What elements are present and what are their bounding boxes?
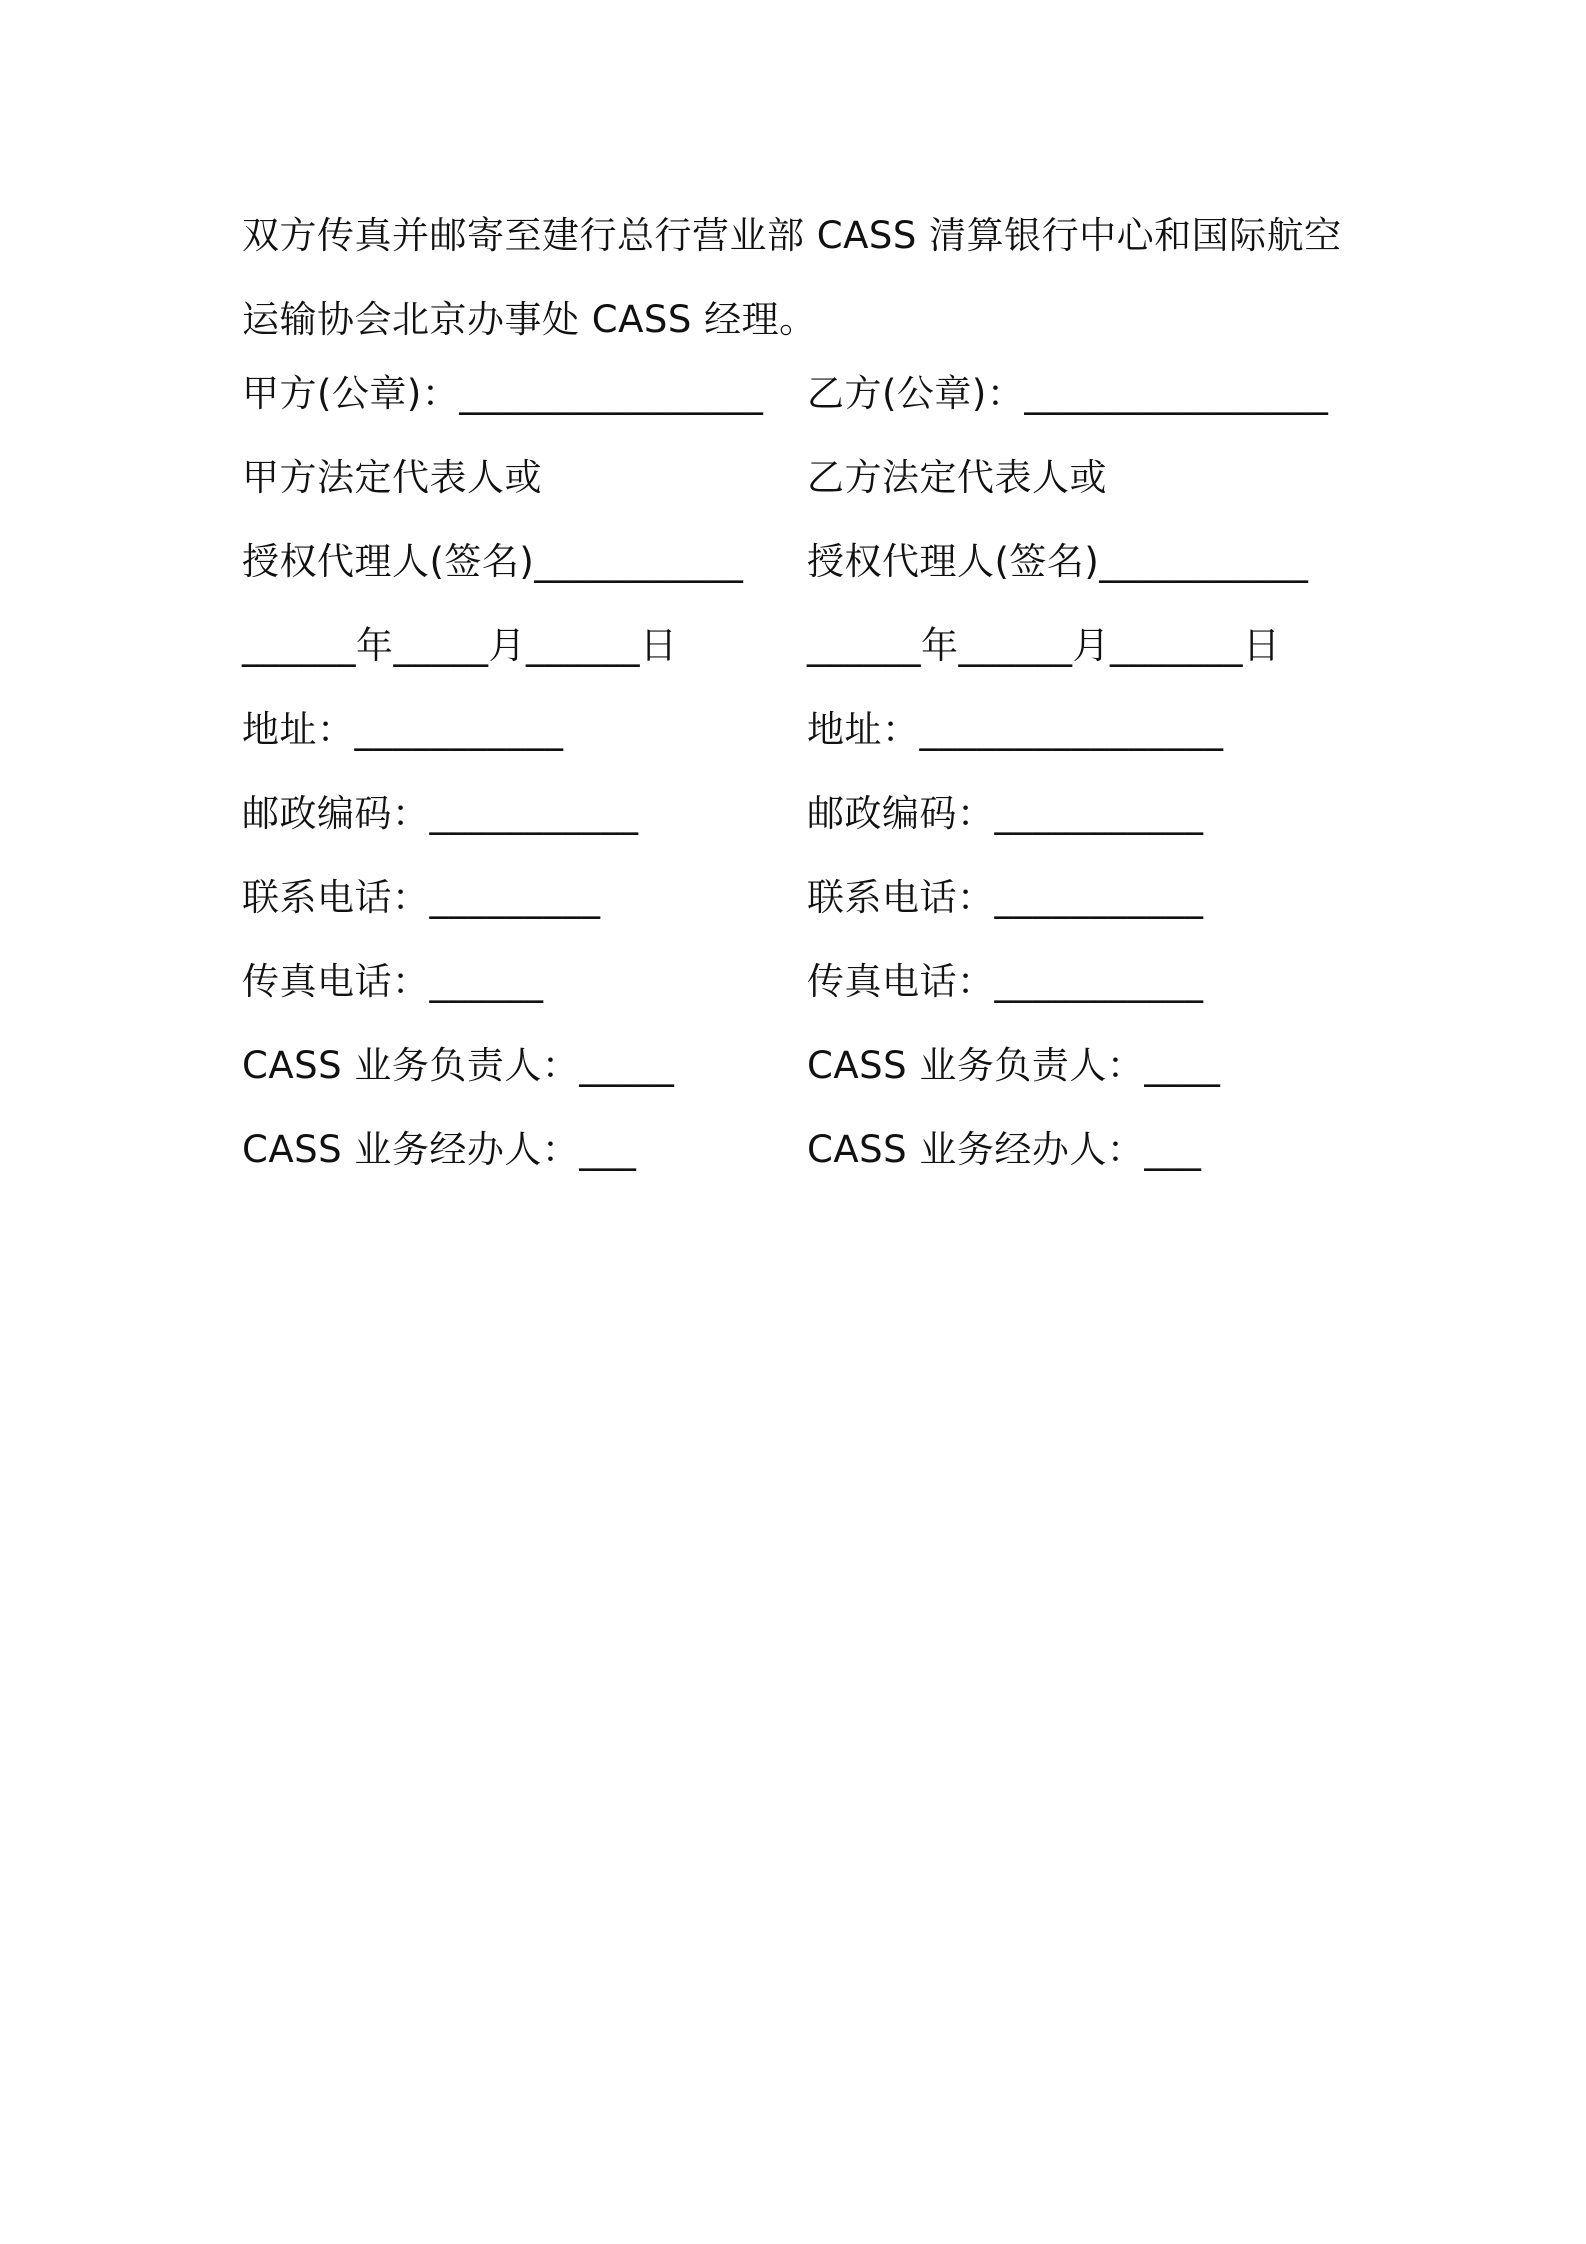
party-a-representative-label: 甲方法定代表人或 <box>242 456 542 499</box>
party-a-seal-field[interactable]: 甲方(公章)：________________ <box>242 372 764 415</box>
form-row-signature <box>242 520 1362 604</box>
party-b-date-field[interactable]: ______年______月_______日 <box>807 624 1281 667</box>
party-b-address-field[interactable]: 地址：________________ <box>807 708 1224 751</box>
party-b-signature-field[interactable]: 授权代理人(签名)___________ <box>807 540 1309 583</box>
intro-paragraph <box>242 194 1362 362</box>
intro-line-1: 双方传真并邮寄至建行总行营业部 CASS 清算银行中心和国际航空 <box>242 214 1342 257</box>
party-b-postcode-field[interactable]: 邮政编码：___________ <box>807 792 1204 835</box>
form-row-representative <box>242 436 1362 520</box>
party-a-phone-field[interactable]: 联系电话：_________ <box>242 876 601 919</box>
party-a-fax-field[interactable]: 传真电话：______ <box>242 960 544 1003</box>
form-row-cass-manager <box>242 1024 1362 1108</box>
form-row-seal <box>242 352 1362 436</box>
party-b-representative-label: 乙方法定代表人或 <box>807 456 1107 499</box>
party-a-date-field[interactable]: ______年_____月______日 <box>242 624 678 667</box>
party-b-cass-manager-field[interactable]: CASS 业务负责人：____ <box>807 1044 1221 1087</box>
form-row-cass-handler <box>242 1108 1362 1192</box>
party-b-seal-field[interactable]: 乙方(公章)：________________ <box>807 372 1329 415</box>
signature-form <box>242 352 1362 1192</box>
intro-line-2: 运输协会北京办事处 CASS 经理。 <box>242 298 817 341</box>
party-a-cass-manager-field[interactable]: CASS 业务负责人：_____ <box>242 1044 675 1087</box>
party-b-phone-field[interactable]: 联系电话：___________ <box>807 876 1204 919</box>
party-a-signature-field[interactable]: 授权代理人(签名)___________ <box>242 540 744 583</box>
party-a-postcode-field[interactable]: 邮政编码：___________ <box>242 792 639 835</box>
form-row-postcode <box>242 772 1362 856</box>
form-row-address <box>242 688 1362 772</box>
party-b-fax-field[interactable]: 传真电话：___________ <box>807 960 1204 1003</box>
form-row-phone <box>242 856 1362 940</box>
party-b-cass-handler-field[interactable]: CASS 业务经办人：___ <box>807 1128 1202 1171</box>
party-a-cass-handler-field[interactable]: CASS 业务经办人：___ <box>242 1128 637 1171</box>
party-a-address-field[interactable]: 地址：___________ <box>242 708 564 751</box>
form-row-fax <box>242 940 1362 1024</box>
form-row-date <box>242 604 1362 688</box>
